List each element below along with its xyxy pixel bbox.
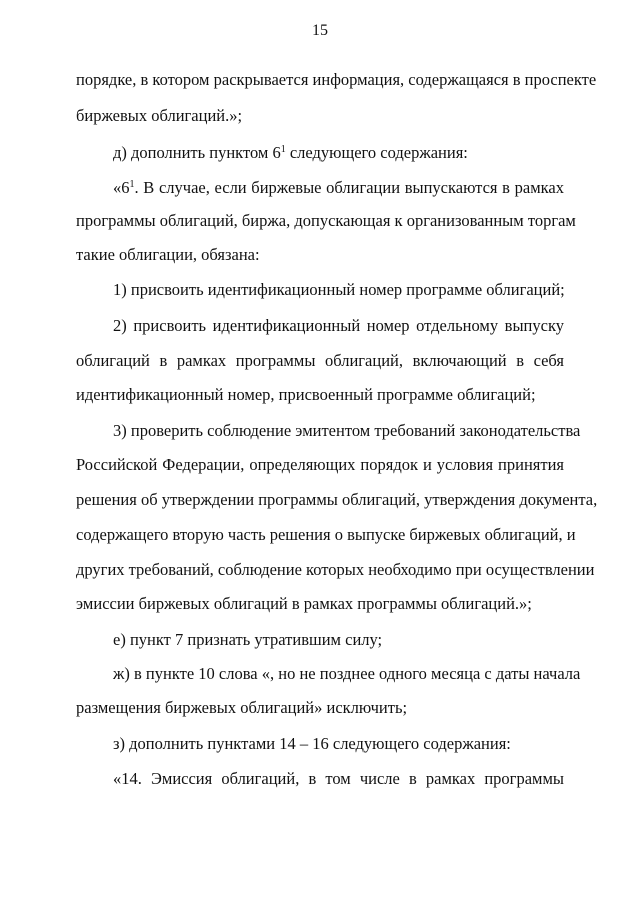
text-line — [113, 178, 564, 198]
text-line: 2) присвоить идентификационный номер отдельному выпуску — [113, 316, 564, 335]
text-line: размещения биржевых облигаций» исключить; — [76, 698, 408, 717]
text-line: 3) проверить соблюдение эмитентом требований законодательства — [113, 421, 581, 440]
text-line: содержащего вторую часть решения о выпуске биржевых облигаций, и — [76, 525, 576, 544]
text-line: е) пункт 7 признать утратившим силу; — [113, 630, 383, 649]
text-line: 1) присвоить идентификационный номер программе облигаций; — [113, 280, 565, 299]
text-line: порядке, в котором раскрывается информация, содержащаяся в проспекте — [76, 70, 597, 89]
text-line: Российской Федерации, определяющих порядок и условия принятия — [76, 455, 564, 474]
text-line: решения об утверждении программы облигаций, утверждения документа, — [76, 490, 598, 509]
text-fragment: «6 — [113, 178, 130, 197]
text-line: облигаций в рамках программы облигаций, включающий в себя — [76, 351, 564, 370]
text-fragment: д) дополнить пунктом 6 — [113, 143, 281, 162]
text-fragment: . В случае, если биржевые облигации выпускаются в рамках — [134, 178, 564, 197]
text-line: программы облигаций, биржа, допускающая к организованным торгам — [76, 211, 576, 230]
text-line: идентификационный номер, присвоенный программе облигаций; — [76, 385, 536, 404]
text-line: биржевых облигаций.»; — [76, 106, 243, 125]
text-line: ж) в пункте 10 слова «, но не позднее одного месяца с даты начала — [113, 664, 581, 683]
superscript: 1 — [280, 144, 286, 155]
text-line: з) дополнить пунктами 14 – 16 следующего содержания: — [113, 734, 511, 753]
page-number: 15 — [312, 22, 328, 39]
text-line: эмиссии биржевых облигаций в рамках программы облигаций.»; — [76, 594, 532, 613]
text-line: такие облигации, обязана: — [76, 245, 260, 264]
text-line: других требований, соблюдение которых необходимо при осуществлении — [76, 560, 595, 579]
text-line — [113, 143, 564, 163]
text-fragment: следующего содержания: — [289, 143, 468, 162]
text-line: «14. Эмиссия облигаций, в том числе в рамках программы — [113, 769, 564, 788]
superscript: 1 — [129, 179, 135, 190]
